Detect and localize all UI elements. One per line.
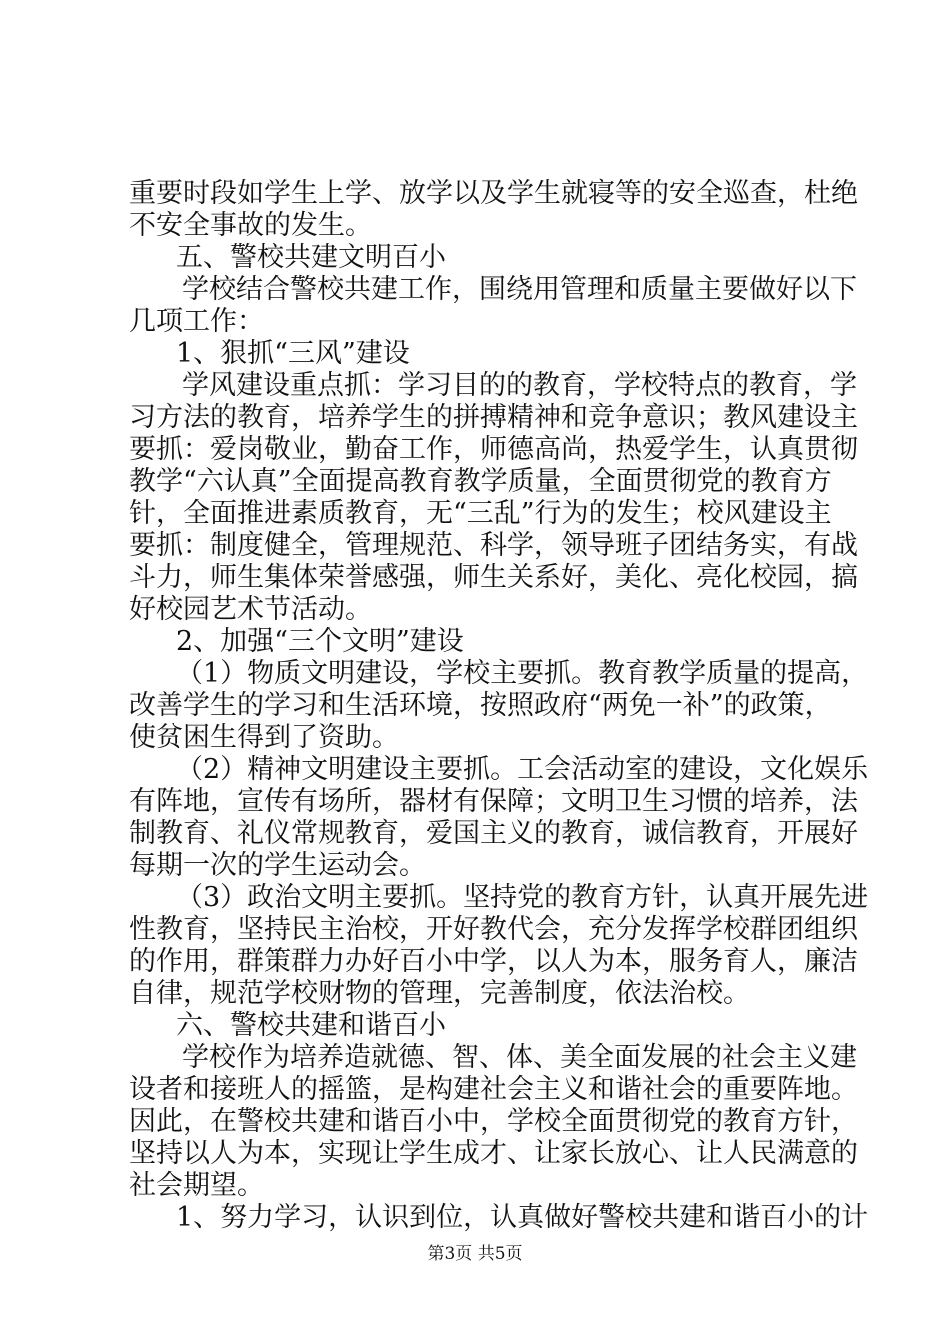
- text-line: 的作用，群策群力办好百小中学，以人为本，服务育人，廉洁: [129, 946, 858, 977]
- text-line: 学校结合警校共建工作，围绕用管理和质量主要做好以下: [182, 274, 857, 305]
- text-line: 要抓：爱岗敬业，勤奋工作，师德高尚，热爱学生，认真贯彻: [129, 434, 858, 465]
- text-line: 自律，规范学校财物的管理，完善制度，依法治校。: [129, 978, 750, 1009]
- text-line: （2）精神文明建设主要抓。工会活动室的建设，文化娱乐: [176, 754, 869, 785]
- text-line: 针，全面推进素质教育，无“三乱”行为的发生；校风建设主: [129, 498, 832, 529]
- text-line: 学校作为培养造就德、智、体、美全面发展的社会主义建: [182, 1042, 857, 1073]
- page-number-footer: 第3页 共5页: [427, 1244, 523, 1264]
- text-line: 设者和接班人的摇篮，是构建社会主义和谐社会的重要阵地。: [129, 1074, 858, 1105]
- text-line: 有阵地，宣传有场所，器材有保障；文明卫生习惯的培养，法: [129, 786, 858, 817]
- text-line: 社会期望。: [129, 1170, 264, 1201]
- text-line: 使贫困生得到了资助。: [129, 722, 399, 753]
- text-line: 改善学生的学习和生活环境，按照政府“两免一补”的政策，: [129, 690, 832, 721]
- text-line: 制教育、礼仪常规教育，爱国主义的教育，诚信教育，开展好: [129, 818, 858, 849]
- text-line: 好校园艺术节活动。: [129, 594, 372, 625]
- text-line: 几项工作：: [129, 306, 264, 337]
- text-line: 斗力，师生集体荣誉感强，师生关系好，美化、亮化校园，搞: [129, 562, 858, 593]
- subsection-heading: 1、努力学习，认识到位，认真做好警校共建和谐百小的计: [176, 1202, 869, 1233]
- text-line: 习方法的教育，培养学生的拼搏精神和竞争意识；教风建设主: [129, 402, 858, 433]
- text-line: 重要时段如学生上学、放学以及学生就寝等的安全巡查，杜绝: [129, 178, 858, 209]
- text-line: 因此，在警校共建和谐百小中，学校全面贯彻党的教育方针，: [129, 1106, 858, 1137]
- section-heading: 五、警校共建文明百小: [176, 242, 446, 273]
- section-heading: 六、警校共建和谐百小: [176, 1010, 446, 1041]
- text-line: 每期一次的学生运动会。: [129, 850, 426, 881]
- text-line: （3）政治文明主要抓。坚持党的教育方针，认真开展先进: [176, 882, 869, 913]
- subsection-heading: 1、狠抓“三风”建设: [176, 338, 410, 369]
- text-line: （1）物质文明建设，学校主要抓。教育教学质量的提高，: [176, 658, 869, 689]
- text-line: 不安全事故的发生。: [129, 210, 372, 241]
- text-line: 性教育，坚持民主治校，开好教代会，充分发挥学校群团组织: [129, 914, 858, 945]
- subsection-heading: 2、加强“三个文明”建设: [176, 626, 464, 657]
- text-line: 教学“六认真”全面提高教育教学质量，全面贯彻党的教育方: [129, 466, 832, 497]
- text-line: 学风建设重点抓：学习目的的教育，学校特点的教育，学: [182, 370, 857, 401]
- text-line: 坚持以人为本，实现让学生成才、让家长放心、让人民满意的: [129, 1138, 858, 1169]
- text-line: 要抓：制度健全，管理规范、科学，领导班子团结务实，有战: [129, 530, 858, 561]
